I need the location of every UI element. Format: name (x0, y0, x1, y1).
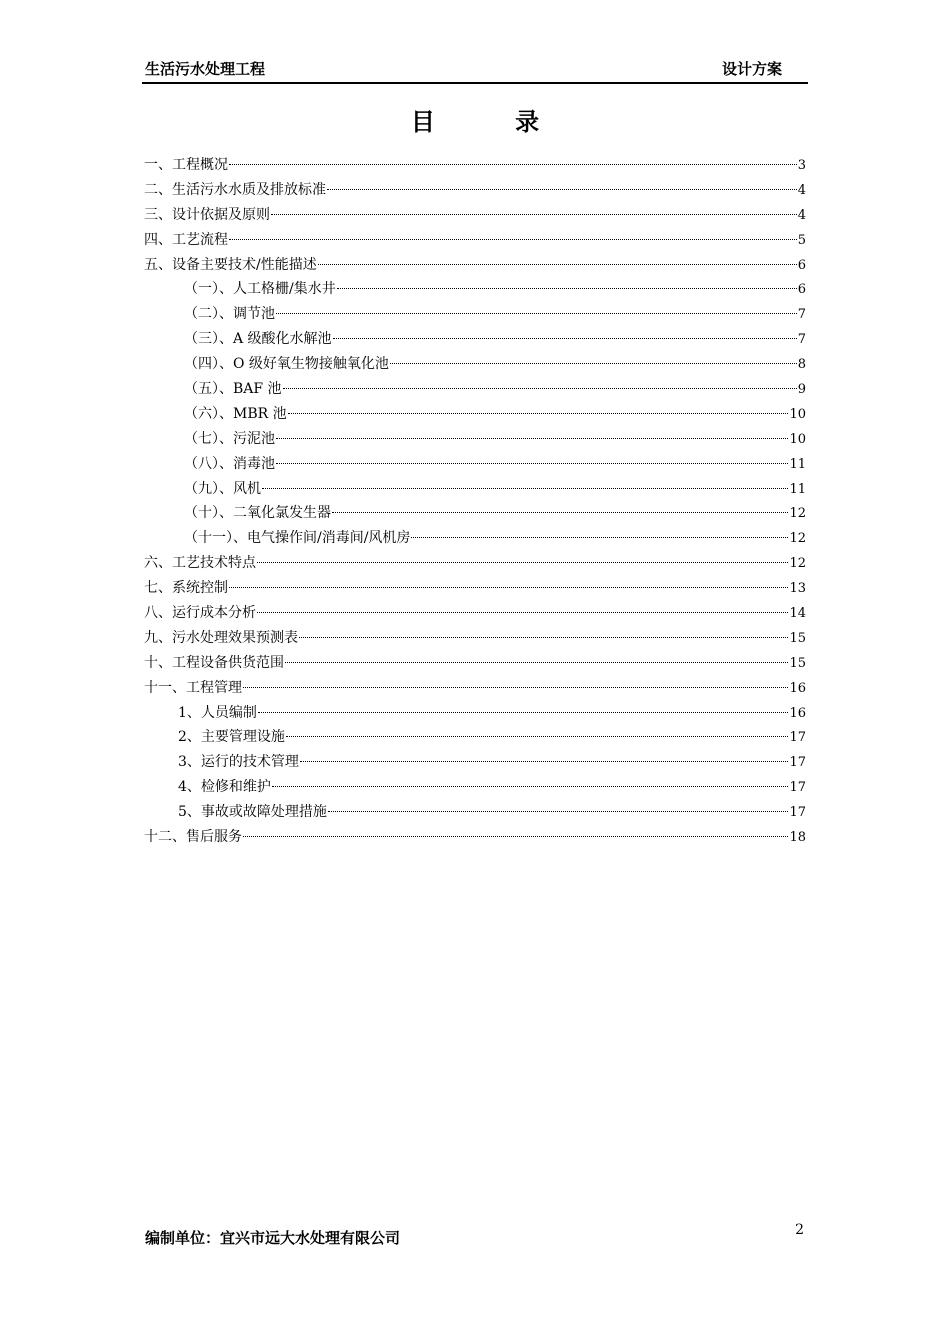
toc-entry-page: 16 (789, 680, 806, 696)
toc-entry-page: 16 (789, 705, 806, 721)
toc-dot-leader (272, 786, 789, 787)
toc-entry-page: 15 (789, 655, 806, 671)
toc-entry-page: 4 (797, 207, 806, 223)
toc-entry-page: 11 (789, 456, 806, 472)
toc-entry[interactable] (144, 501, 806, 526)
toc-entry-label: 十一、工程管理 (144, 679, 242, 696)
toc-entry[interactable] (144, 725, 806, 750)
toc-dot-leader (276, 313, 797, 314)
toc-dot-leader (229, 587, 788, 588)
toc-entry-label: 九、污水处理效果预测表 (144, 629, 298, 646)
toc-entry-label: 1、人员编制 (178, 704, 257, 721)
toc-entry[interactable] (144, 452, 806, 477)
toc-entry[interactable] (144, 352, 806, 377)
toc-entry-page: 4 (797, 182, 806, 198)
toc-entry-label: （五）、BAF 池 (184, 381, 282, 398)
toc-entry[interactable] (144, 253, 806, 278)
toc-entry-page: 6 (797, 257, 806, 273)
toc-entry-page: 8 (797, 357, 806, 373)
toc-entry-page: 15 (789, 630, 806, 646)
toc-dot-leader (337, 288, 797, 289)
toc-entry-label: 八、运行成本分析 (144, 605, 256, 622)
toc-entry-page: 13 (789, 581, 806, 597)
header-document-type: 设计方案 (721, 60, 782, 78)
toc-dot-leader (299, 637, 788, 638)
toc-entry-label: 五、设备主要技术/性能描述 (144, 256, 317, 273)
header-divider (142, 82, 808, 84)
toc-title: 目 录 (410, 107, 576, 136)
toc-entry-page: 10 (789, 431, 806, 447)
toc-entry[interactable] (144, 626, 806, 651)
toc-entry-label: 十二、售后服务 (144, 829, 242, 846)
table-of-contents (144, 153, 806, 850)
toc-entry-label: （一）、人工格栅/集水井 (184, 281, 336, 298)
toc-entry-page: 5 (797, 232, 806, 248)
toc-dot-leader (229, 164, 797, 165)
toc-dot-leader (390, 363, 797, 364)
toc-entry[interactable] (144, 651, 806, 676)
toc-dot-leader (285, 662, 788, 663)
toc-entry-page: 10 (789, 406, 806, 422)
toc-dot-leader (276, 438, 788, 439)
toc-dot-leader (257, 562, 788, 563)
toc-entry-label: 一、工程概况 (144, 157, 228, 173)
toc-entry[interactable] (144, 153, 806, 178)
toc-entry[interactable] (144, 601, 806, 626)
toc-entry-label: 3、运行的技术管理 (178, 754, 299, 771)
toc-entry[interactable] (144, 178, 806, 203)
toc-entry-label: （七）、污泥池 (184, 430, 275, 447)
toc-dot-leader (411, 537, 788, 538)
toc-dot-leader (288, 413, 789, 414)
toc-entry-page: 18 (789, 830, 806, 846)
toc-dot-leader (327, 189, 797, 190)
toc-entry-page: 14 (789, 606, 806, 622)
toc-entry-label: （十）、二氧化氯发生器 (184, 505, 331, 522)
toc-entry[interactable] (144, 775, 806, 800)
toc-entry[interactable] (144, 203, 806, 228)
page-number: 2 (795, 1222, 804, 1238)
toc-entry-label: 六、工艺技术特点 (144, 555, 256, 572)
toc-entry-page: 17 (789, 805, 806, 821)
toc-entry-page: 3 (797, 158, 806, 173)
toc-entry-label: （八）、消毒池 (184, 455, 275, 472)
toc-entry[interactable] (144, 277, 806, 302)
toc-dot-leader (271, 214, 797, 215)
toc-entry[interactable] (144, 427, 806, 452)
toc-entry-page: 17 (789, 780, 806, 796)
toc-entry-label: （三）、A 级酸化水解池 (184, 331, 332, 348)
toc-entry-label: 4、检修和维护 (178, 779, 271, 796)
toc-dot-leader (258, 712, 789, 713)
toc-entry-label: 2、主要管理设施 (178, 729, 285, 746)
toc-entry-page: 12 (789, 531, 806, 547)
toc-entry-page: 11 (789, 481, 806, 497)
toc-entry-label: （二）、调节池 (184, 306, 275, 323)
toc-dot-leader (262, 488, 788, 489)
toc-dot-leader (286, 736, 789, 737)
toc-entry-page: 6 (797, 282, 806, 298)
toc-dot-leader (300, 761, 789, 762)
toc-entry-page: 7 (797, 332, 806, 348)
toc-dot-leader (229, 239, 797, 240)
header-project-title: 生活污水处理工程 (145, 60, 266, 78)
toc-entry[interactable] (144, 551, 806, 576)
toc-dot-leader (332, 512, 788, 513)
toc-entry[interactable] (144, 477, 806, 502)
toc-entry-page: 17 (789, 755, 806, 771)
toc-entry[interactable] (144, 701, 806, 726)
toc-entry[interactable] (144, 526, 806, 551)
toc-entry-label: （十一）、电气操作间/消毒间/风机房 (184, 530, 411, 547)
toc-dot-leader (257, 612, 788, 613)
toc-entry-label: （六）、MBR 池 (184, 405, 287, 422)
toc-entry-page: 12 (789, 506, 806, 522)
toc-entry[interactable] (144, 676, 806, 701)
toc-dot-leader (276, 463, 788, 464)
toc-dot-leader (243, 836, 788, 837)
toc-dot-leader (243, 687, 788, 688)
toc-entry-label: （四）、O 级好氧生物接触氧化池 (184, 356, 389, 373)
toc-entry-label: 四、工艺流程 (144, 231, 228, 248)
toc-dot-leader (283, 388, 797, 389)
toc-dot-leader (318, 264, 797, 265)
toc-dot-leader (333, 338, 797, 339)
toc-entry[interactable] (144, 228, 806, 253)
toc-entry-page: 17 (789, 730, 806, 746)
footer-company: 编制单位：宜兴市远大水处理有限公司 (145, 1229, 401, 1247)
toc-dot-leader (328, 811, 789, 812)
toc-entry[interactable] (144, 576, 806, 601)
toc-entry-label: （九）、风机 (184, 480, 261, 497)
toc-entry-page: 7 (797, 307, 806, 323)
toc-entry-label: 二、生活污水水质及排放标准 (144, 181, 326, 198)
toc-entry-label: 十、工程设备供货范围 (144, 654, 284, 671)
toc-entry-page: 12 (789, 556, 806, 572)
toc-entry[interactable] (144, 327, 806, 352)
toc-entry[interactable] (144, 402, 806, 427)
toc-entry-label: 5、事故或故障处理措施 (178, 804, 327, 821)
toc-entry[interactable] (144, 302, 806, 327)
toc-entry[interactable] (144, 377, 806, 402)
toc-entry-label: 七、系统控制 (144, 580, 228, 597)
toc-entry-label: 三、设计依据及原则 (144, 206, 270, 223)
toc-entry[interactable] (144, 800, 806, 825)
toc-entry[interactable] (144, 825, 806, 850)
toc-entry-page: 9 (797, 382, 806, 398)
toc-entry[interactable] (144, 750, 806, 775)
